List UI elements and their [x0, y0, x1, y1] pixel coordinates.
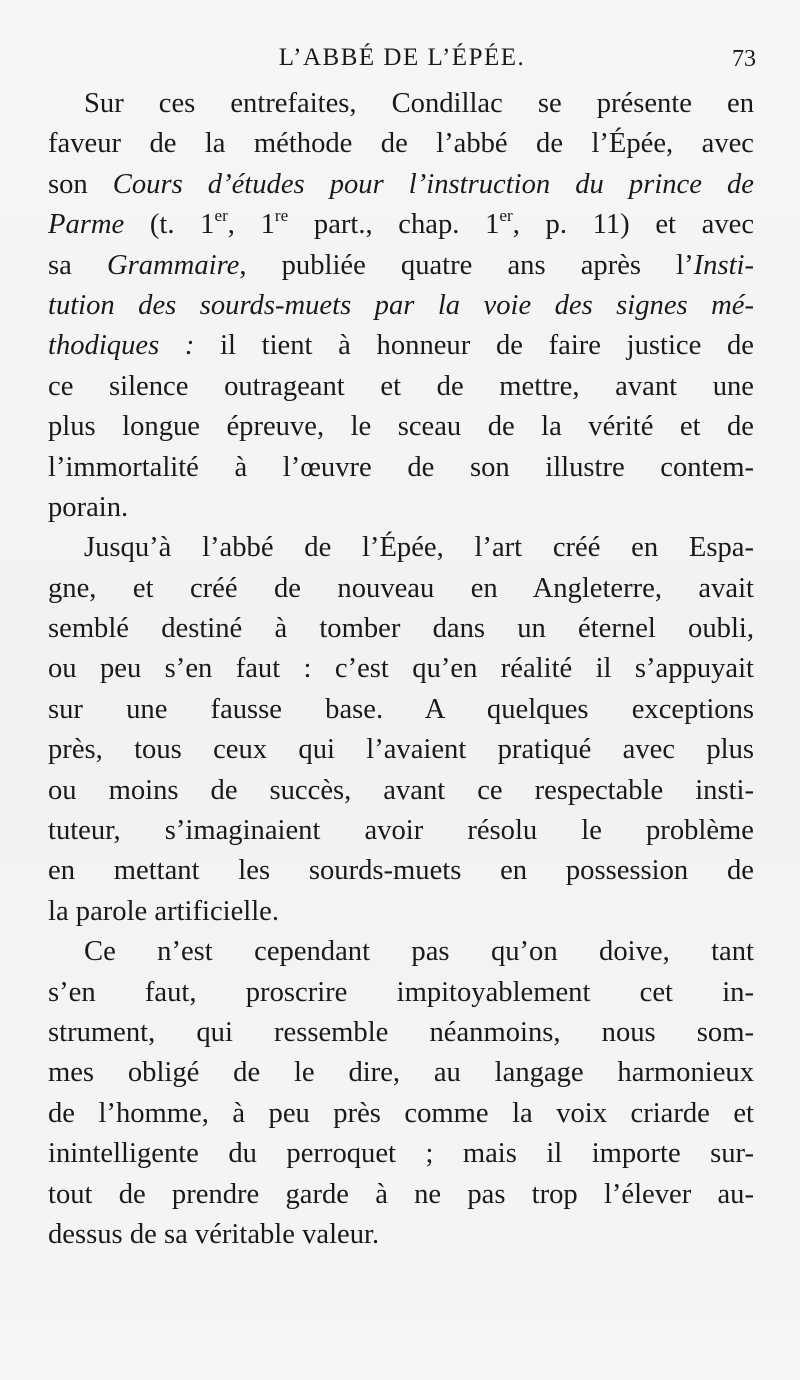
text-line — [48, 1053, 754, 1093]
text-segment: part., chap. 1 — [288, 209, 500, 241]
text-segment: l’immortalité à l’œuvre de son illustre contem- — [48, 451, 754, 483]
text-segment: la parole artificielle. — [48, 895, 279, 927]
text-segment: il tient à honneur de faire justice de — [194, 330, 754, 362]
text-line — [48, 569, 754, 609]
italic-text: Cours d’études pour l’instruction du prince de — [112, 168, 754, 200]
text-line — [48, 246, 754, 286]
text-line — [48, 649, 754, 689]
italic-text: Grammaire — [106, 249, 240, 281]
text-line — [48, 932, 754, 972]
text-line — [48, 730, 754, 770]
paragraph — [48, 528, 754, 932]
text-segment: plus longue épreuve, le sceau de la vérité et de — [48, 411, 754, 443]
text-line — [48, 528, 754, 568]
text-segment: Sur ces entrefaites, Condillac se présente en — [84, 88, 754, 119]
text-line — [48, 811, 754, 851]
text-line — [48, 124, 754, 164]
text-segment: ce silence outrageant et de mettre, avant une — [48, 370, 754, 402]
text-segment: , 1 — [227, 209, 275, 241]
text-segment: (t. 1 — [124, 209, 215, 241]
text-segment: mes obligé de le dire, au langage harmonieux — [48, 1057, 754, 1089]
text-segment: ou peu s’en faut : c’est qu’en réalité il s’appuyait — [48, 653, 754, 685]
italic-text: thodiques : — [48, 330, 195, 362]
text-segment: gne, et créé de nouveau en Angleterre, avait — [48, 572, 754, 604]
text-segment: , publiée quatre ans après l’ — [239, 249, 694, 281]
text-line — [48, 851, 754, 891]
text-segment: en mettant les sourds-muets en possession de — [48, 855, 754, 887]
text-line — [48, 165, 754, 205]
body-text — [48, 84, 754, 1255]
text-segment: inintelligente du perroquet ; mais il importe sur- — [48, 1138, 754, 1170]
text-line — [48, 286, 754, 326]
paragraph — [48, 84, 754, 528]
text-segment: porain. — [48, 491, 129, 523]
text-segment: s’en faut, proscrire impitoyablement cet in- — [48, 976, 754, 1008]
text-line — [48, 973, 754, 1013]
text-segment: faveur de la méthode de l’abbé de l’Épée, avec — [48, 128, 754, 160]
text-line — [48, 1134, 754, 1174]
text-segment: , p. 11) et avec — [512, 209, 755, 241]
text-line — [48, 892, 754, 932]
text-segment: près, tous ceux qui l’avaient pratiqué avec plus — [48, 734, 754, 766]
text-line — [48, 1215, 754, 1255]
italic-text: Parme — [48, 209, 125, 241]
text-line — [48, 367, 754, 407]
text-line — [48, 1175, 754, 1215]
superscript: er — [499, 206, 513, 226]
text-line — [48, 326, 754, 366]
text-line — [48, 488, 754, 528]
text-line — [48, 205, 754, 245]
text-line — [48, 407, 754, 447]
text-line — [48, 690, 754, 730]
text-segment: Jusqu’à l’abbé de l’Épée, l’art créé en Espa- — [84, 532, 754, 564]
text-segment: semblé destiné à tomber dans un éternel oubli, — [48, 613, 754, 645]
text-segment: Ce n’est cependant pas qu’on doive, tant — [84, 936, 754, 968]
text-segment: son — [48, 168, 113, 200]
text-segment: sa — [48, 249, 107, 281]
text-line — [48, 1094, 754, 1134]
text-segment: strument, qui ressemble néanmoins, nous som- — [48, 1016, 754, 1048]
text-segment: sur une fausse base. A quelques exceptions — [48, 693, 754, 725]
text-line — [48, 771, 754, 811]
text-line — [48, 1013, 754, 1053]
superscript: re — [274, 206, 289, 226]
text-line — [48, 609, 754, 649]
text-line — [48, 84, 754, 124]
running-head — [48, 44, 756, 84]
running-head-title: L’ABBÉ DE L’ÉPÉE. — [278, 44, 526, 71]
page-number: 73 — [732, 46, 756, 72]
italic-text: tution des sourds-muets par la voie des signes mé- — [48, 289, 754, 321]
text-segment: tout de prendre garde à ne pas trop l’élever au- — [48, 1178, 754, 1210]
text-segment: ou moins de succès, avant ce respectable insti- — [48, 774, 754, 806]
text-segment: de l’homme, à peu près comme la voix criarde et — [48, 1097, 754, 1129]
text-line — [48, 448, 754, 488]
paragraph — [48, 932, 754, 1255]
text-segment: tuteur, s’imaginaient avoir résolu le problème — [48, 815, 754, 847]
italic-text: Insti- — [693, 249, 755, 281]
text-segment: dessus de sa véritable valeur. — [48, 1218, 380, 1250]
superscript: er — [214, 206, 228, 226]
